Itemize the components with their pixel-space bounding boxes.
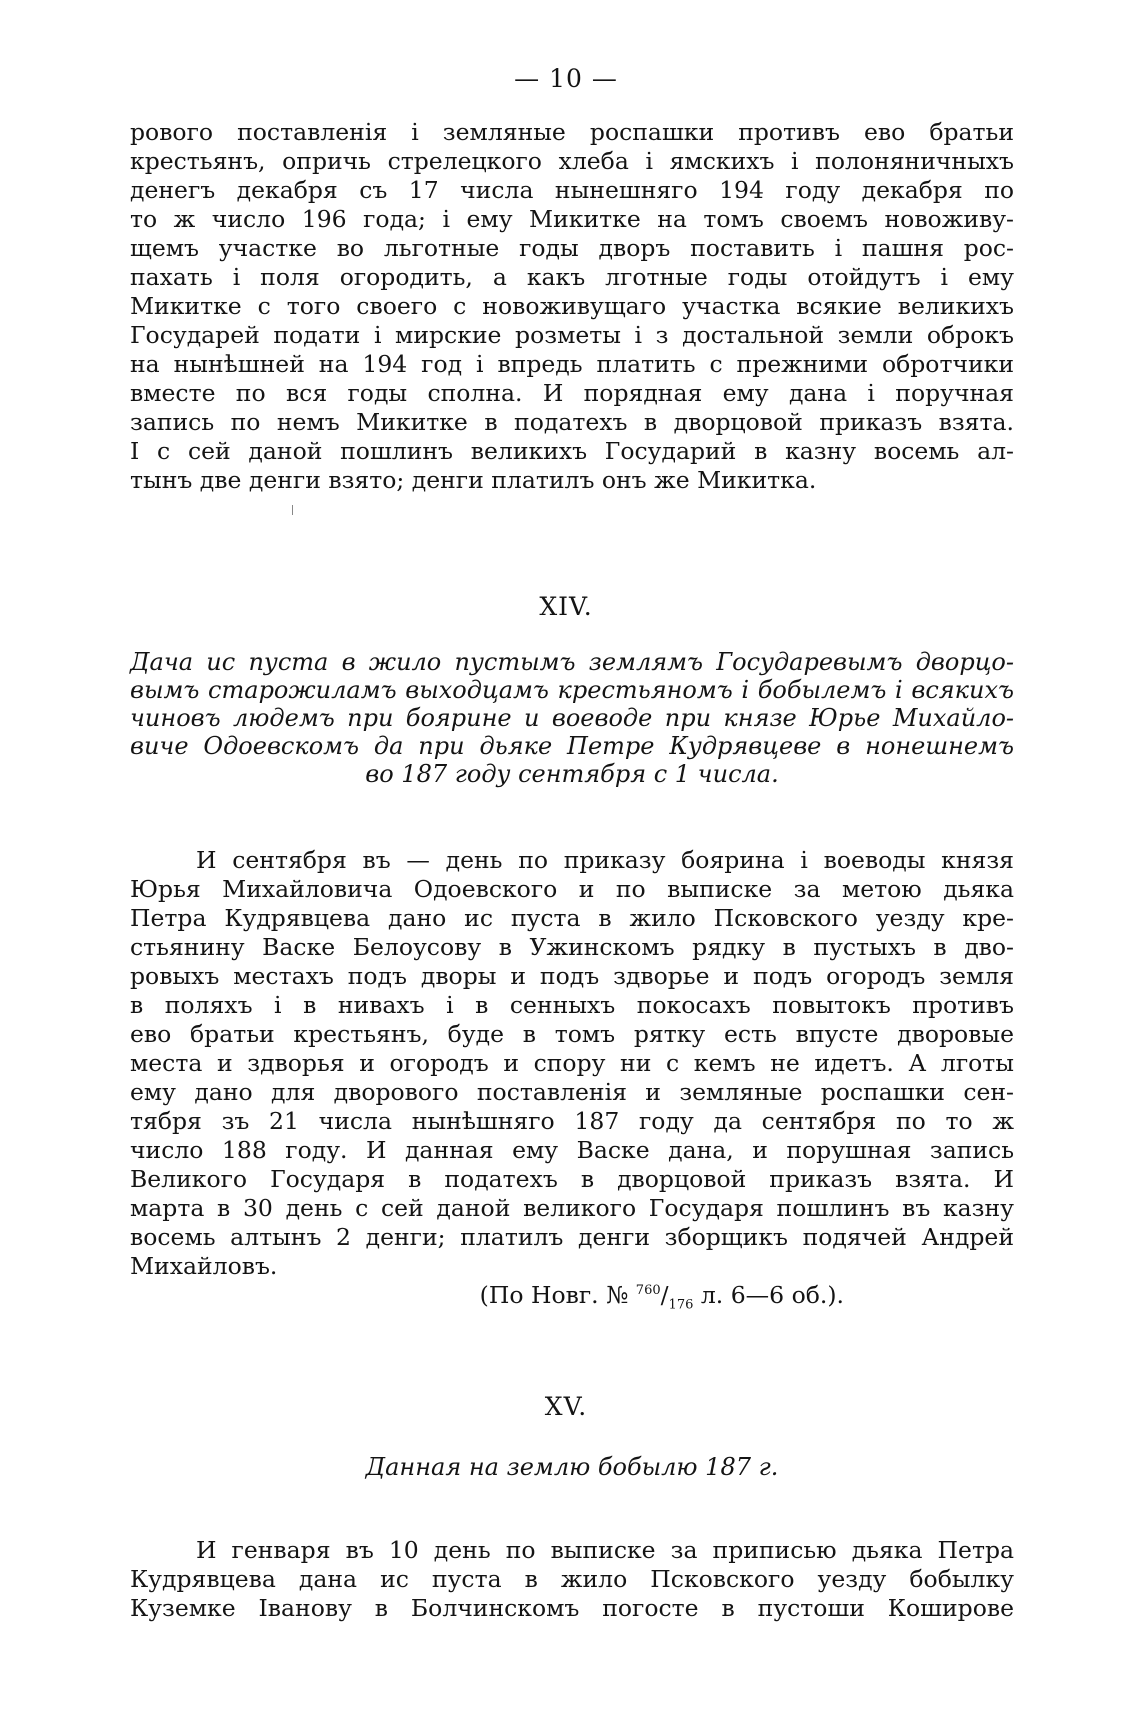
text-line: Михайловъ. [130,1252,278,1280]
text-line: Петра Кудрявцева дано ис пуста в жило Псковского уезду кре- [130,904,1014,932]
text-line: Куземке Іванову в Болчинскомъ погосте в пустоши Коширове [130,1594,1014,1622]
stray-mark [292,505,293,515]
title-line: Данная на землю бобылю 187 г. [365,1453,779,1481]
text-line: запись по немъ Микитке в податехъ в дворцовой приказъ взята. [130,408,1014,436]
title-line: чиновъ людемъ при боярине и воеводе при князе Юрье Михайло- [130,704,1014,732]
section-title-xv [130,1453,1014,1481]
text-line: щемъ участке во льготные годы дворъ поставить і пашня рос- [130,234,1014,262]
text-line: Кудрявцева дана ис пуста в жило Псковского уезду бобылку [130,1565,1014,1593]
text-line: Микитке с того своего с новоживущаго участка всякие великихъ [130,292,1014,320]
text-line: тября зъ 21 числа нынѣшняго 187 году да сентября по то ж [130,1107,1014,1135]
text-line: число 188 году. И данная ему Васке дана, и порушная запись [130,1136,1014,1164]
text-line: Юрья Михайловича Одоевского и по выписке за метою дьяка [130,875,1014,903]
section-numeral-xv: XV. [544,1392,588,1421]
text-line: денегъ декабря съ 17 числа нынешняго 194 году декабря по [130,176,1014,204]
text-line: І с сей даной пошлинъ великихъ Государий в казну восемь ал- [130,437,1014,465]
text-line: ево братьи крестьянъ, буде в томъ рятку есть впусте дворовые [130,1020,1014,1048]
text-line: восемь алтынъ 2 денги; платилъ денги зборщикъ подячей Андрей [130,1223,1014,1251]
text-line: тынъ две денги взято; денги платилъ онъ же Микитка. [130,466,817,494]
text-line: И генваря въ 10 день по выписке за приписью дьяка Петра [196,1536,1014,1564]
source-reference: (По Новг. № $^{760}/_{176}$ л. 6—6 об.). [479,1281,844,1313]
source-prefix: (По Новг. № [479,1281,636,1309]
text-line: Государей подати і мирские розметы і з достальной земли оброкъ [130,321,1014,349]
text-line: ему дано для дворового поставленія и земляные роспашки сен- [130,1078,1014,1106]
text-line: то ж число 196 года; і ему Микитке на томъ своемъ новоживу- [130,205,1014,233]
title-line: во 187 году сентября с 1 числа. [365,760,779,788]
text-line: марта в 30 день с сей даной великого Государя пошлинъ въ казну [130,1194,1014,1222]
text-line: пахать і поля огородить, а какъ лготные годы отойдутъ і ему [130,263,1014,291]
continued-text-block [130,118,1014,495]
text-line: Великого Государя в податехъ в дворцовой приказъ взята. И [130,1165,1014,1193]
source-suffix: л. 6—6 об.). [693,1281,844,1309]
text-line: ровыхъ местахъ подъ дворы и подъ здворье и подъ огородъ земля [130,962,1014,990]
text-line: места и здворья и огородъ и спору ни с кемъ не идетъ. А лготы [130,1049,1014,1077]
page-number: — 10 — [514,64,618,93]
section-body-xiv [130,846,1014,1313]
text-line: И сентября въ — день по приказу боярина і воеводы князя [196,846,1014,874]
text-line: стьянину Васке Белоусову в Ужинскомъ рядку в пустыхъ в дво- [130,933,1014,961]
text-line: крестьянъ, опричь стрелецкого хлеба і ямскихъ і полоняничныхъ [130,147,1014,175]
text-line: рового поставленія і земляные роспашки противъ ево братьи [130,118,1014,146]
title-line: Дача ис пуста в жило пустымъ землямъ Государевымъ дворцо- [130,648,1014,676]
section-numeral-xiv: XIV. [539,592,593,621]
text-line: вместе по вся годы сполна. И порядная ему дана і поручная [130,379,1014,407]
source-sub: 176 [668,1297,694,1313]
section-body-xv [130,1536,1014,1623]
title-line: виче Одоевскомъ да при дьяке Петре Кудрявцеве в нонешнемъ [130,732,1014,760]
text-line: на нынѣшней на 194 год і впредь платить с прежними обротчики [130,350,1014,378]
title-line: вымъ старожиламъ выходцамъ крестьяномъ і бобылемъ і всякихъ [130,676,1014,704]
source-sup: 760 [635,1283,661,1299]
text-line: в поляхъ і в нивахъ і в сенныхъ покосахъ повытокъ противъ [130,991,1014,1019]
section-title-xiv [130,648,1014,788]
